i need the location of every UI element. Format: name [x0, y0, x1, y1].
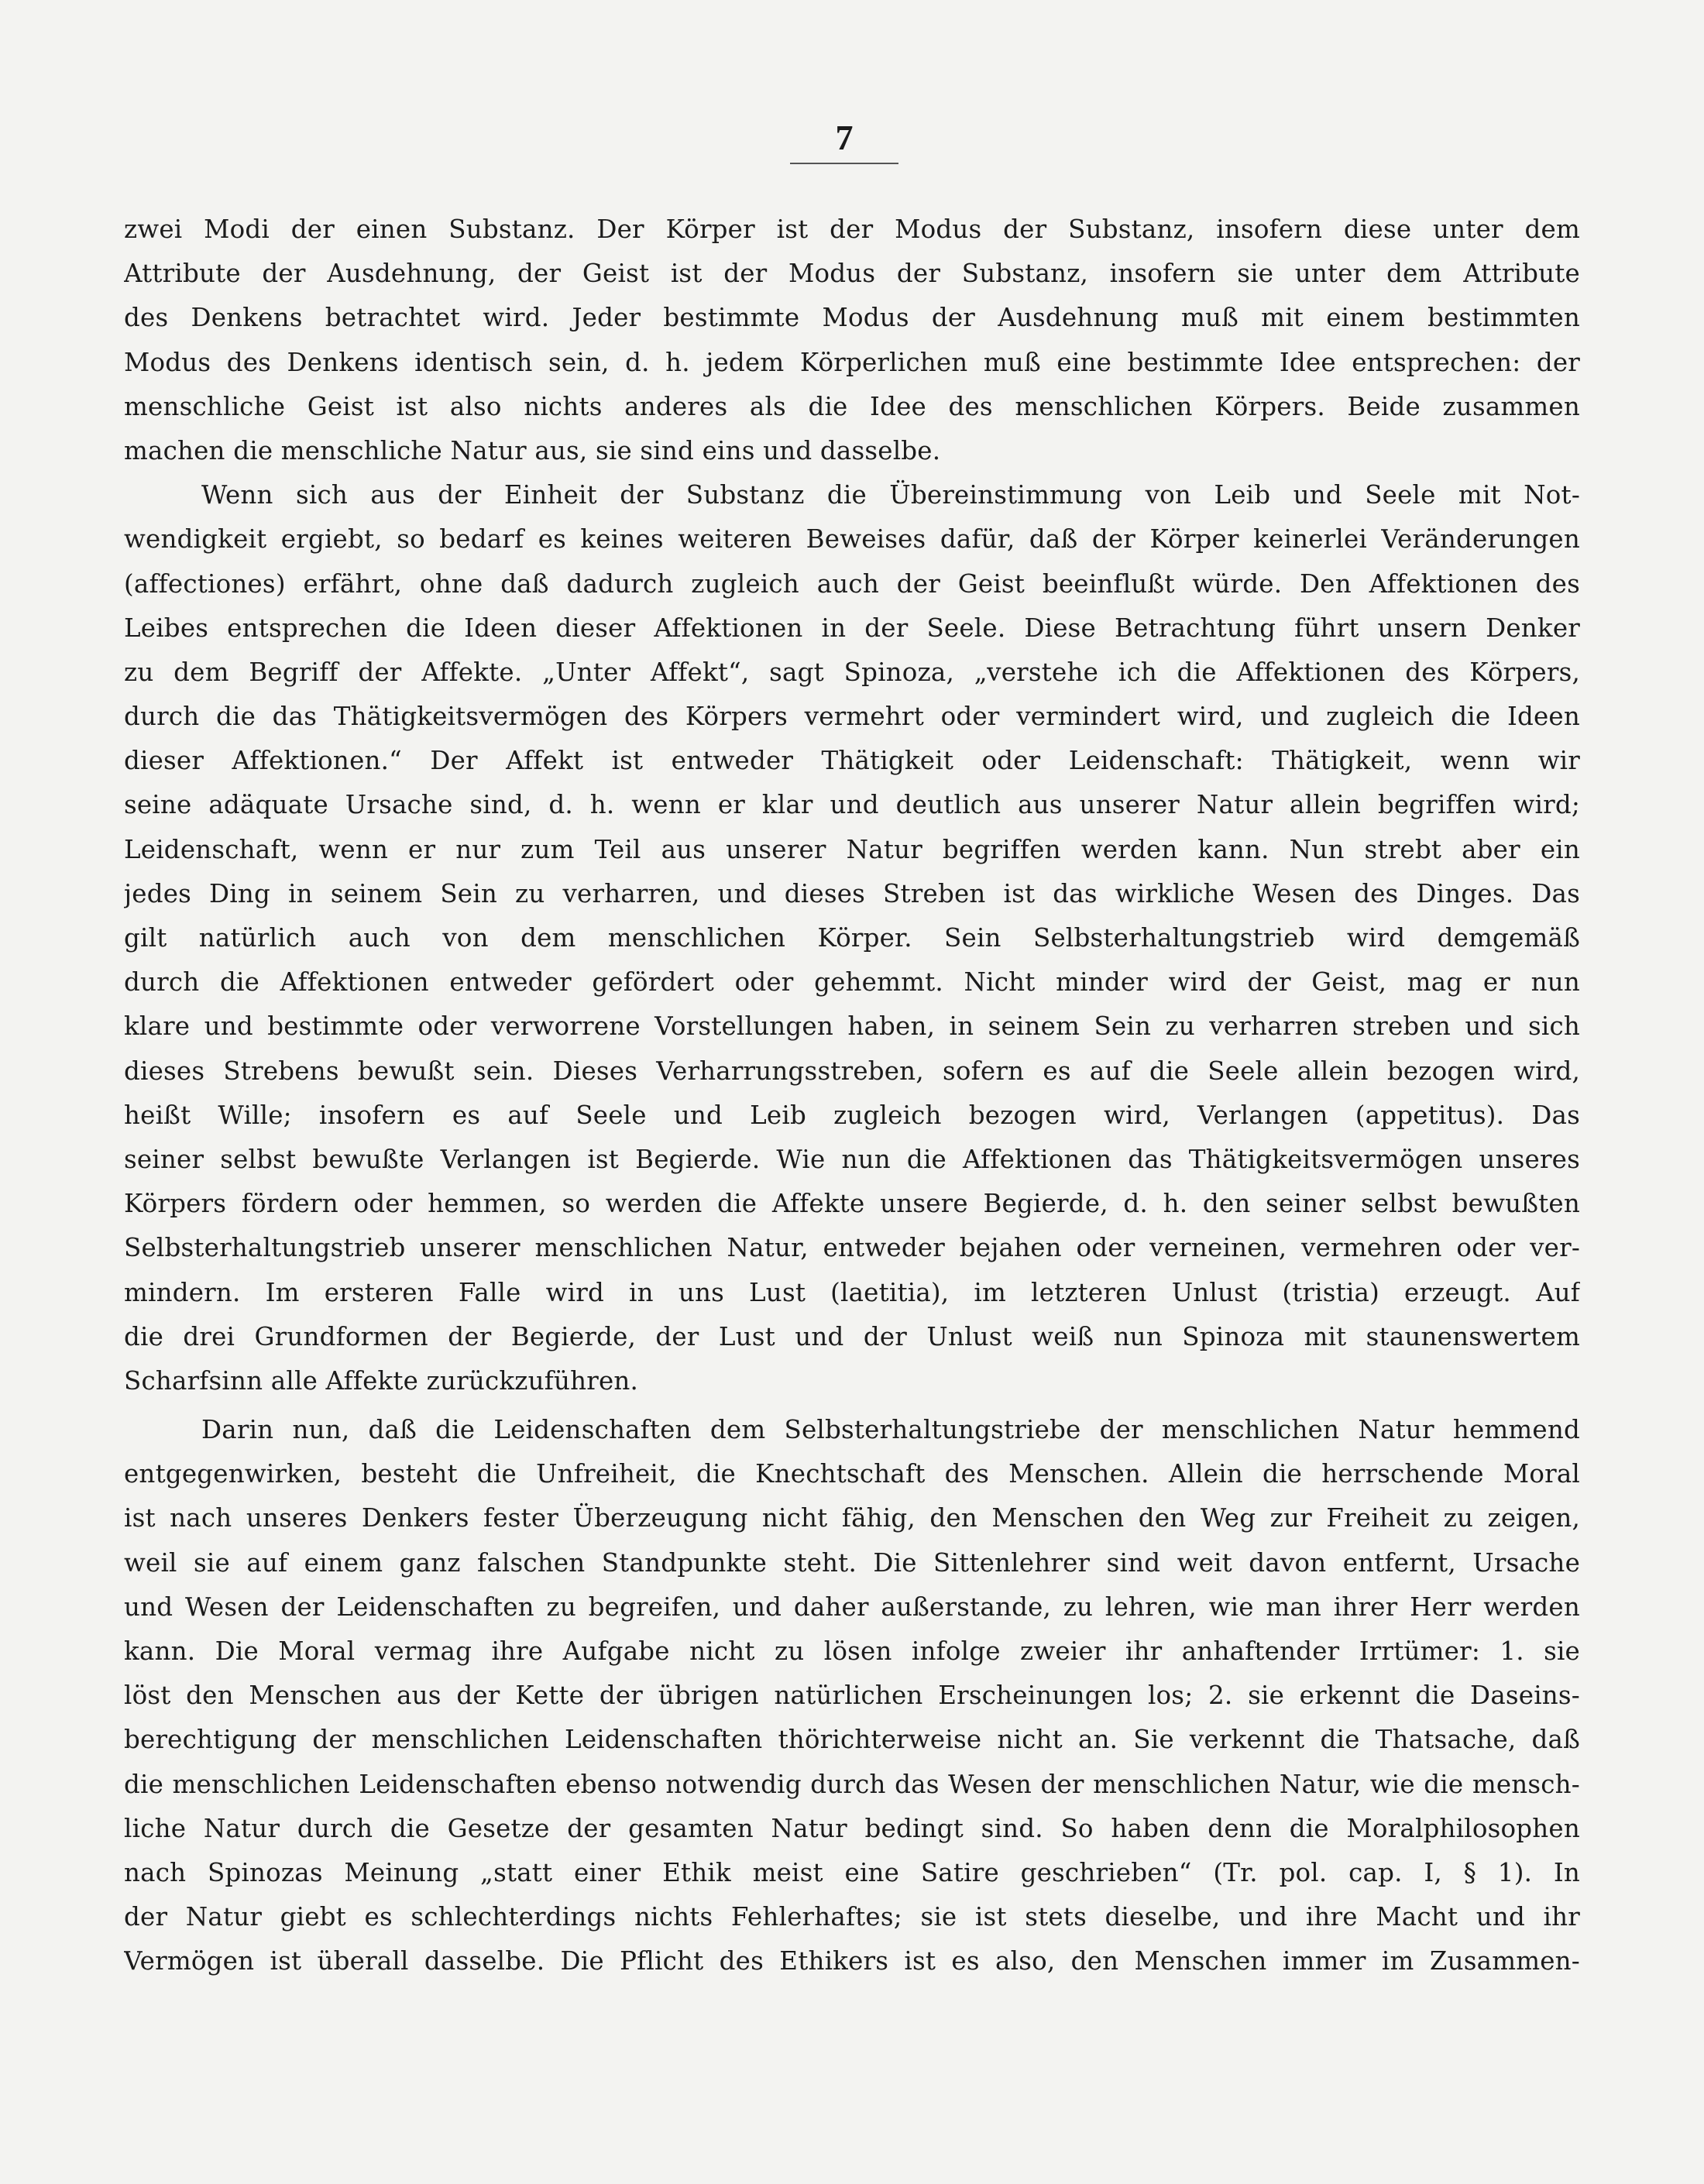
text-line: berechtigung der menschlichen Leidenschaften thörichterweise nicht an. Sie verkennt die Thatsache, daß: [124, 1725, 1580, 1755]
text-line: menschliche Geist ist also nichts anderes als die Idee des menschlichen Körpers. Beide zusammen: [124, 391, 1580, 421]
text-line: des Denkens betrachtet wird. Jeder bestimmte Modus der Ausdehnung muß mit einem bestimmten: [124, 303, 1580, 333]
text-line: klare und bestimmte oder verworrene Vorstellungen haben, in seinem Sein zu verharren streben und sich: [124, 1011, 1580, 1042]
text-line: heißt Wille; insofern es auf Seele und Leib zugleich bezogen wird, Verlangen (appetitus). Das: [124, 1100, 1580, 1130]
text-line: die menschlichen Leidenschaften ebenso notwendig durch das Wesen der menschlichen Natur, wie die mensch-: [124, 1769, 1580, 1799]
text-line: durch die das Thätigkeitsvermögen des Körpers vermehrt oder vermindert wird, und zugleich die Ideen: [124, 702, 1580, 732]
text-line: dieses Strebens bewußt sein. Dieses Verharrungsstreben, sofern es auf die Seele allein bezogen wird,: [124, 1056, 1580, 1086]
page-number-rule: [790, 163, 898, 164]
text-line: Modus des Denkens identisch sein, d. h. jedem Körperlichen muß eine bestimmte Idee entsprechen: der: [124, 347, 1580, 377]
text-line: (affectiones) erfährt, ohne daß dadurch zugleich auch der Geist beeinflußt würde. Den Affektionen des: [124, 568, 1580, 599]
text-line: gilt natürlich auch von dem menschlichen Körper. Sein Selbsterhaltungstrieb wird demgemäß: [124, 923, 1580, 953]
text-line: zu dem Begriff der Affekte. „Unter Affekt“, sagt Spinoza, „verstehe ich die Affektionen des Körpers,: [124, 657, 1580, 687]
text-line: weil sie auf einem ganz falschen Standpunkte steht. Die Sittenlehrer sind weit davon entfernt, Ursache: [124, 1547, 1580, 1578]
paragraph-start-line: Darin nun, daß die Leidenschaften dem Selbsterhaltungstriebe der menschlichen Natur hemmend: [201, 1415, 1580, 1445]
text-line: Leidenschaft, wenn er nur zum Teil aus unserer Natur begriffen werden kann. Nun strebt aber ein: [124, 834, 1580, 864]
text-line: der Natur giebt es schlechterdings nichts Fehlerhaftes; sie ist stets dieselbe, und ihre Macht und ihr: [124, 1902, 1580, 1932]
text-line: Leibes entsprechen die Ideen dieser Affektionen in der Seele. Diese Betrachtung führt unsern Denker: [124, 613, 1580, 643]
text-line: Scharfsinn alle Affekte zurückzuführen.: [124, 1365, 639, 1396]
text-line: entgegenwirken, besteht die Unfreiheit, die Knechtschaft des Menschen. Allein die herrschende Moral: [124, 1459, 1580, 1489]
body-text: [124, 208, 1580, 1984]
text-line: Selbsterhaltungstrieb unserer menschlichen Natur, entweder bejahen oder verneinen, vermehren oder ver-: [124, 1233, 1580, 1263]
text-line: liche Natur durch die Gesetze der gesamten Natur bedingt sind. So haben denn die Moralphilosophen: [124, 1813, 1580, 1843]
text-line: seine adäquate Ursache sind, d. h. wenn er klar und deutlich aus unserer Natur allein begriffen wird;: [124, 790, 1580, 820]
text-line: jedes Ding in seinem Sein zu verharren, und dieses Streben ist das wirkliche Wesen des Dinges. Das: [124, 878, 1580, 908]
text-line: seiner selbst bewußte Verlangen ist Begierde. Wie nun die Affektionen das Thätigkeitsvermögen unseres: [124, 1144, 1580, 1174]
text-line: durch die Affektionen entweder gefördert oder gehemmt. Nicht minder wird der Geist, mag er nun: [124, 967, 1580, 998]
text-line: die drei Grundformen der Begierde, der Lust und der Unlust weiß nun Spinoza mit staunenswertem: [124, 1321, 1580, 1351]
text-line: Attribute der Ausdehnung, der Geist ist der Modus der Substanz, insofern sie unter dem Attribute: [124, 259, 1580, 289]
text-line: wendigkeit ergiebt, so bedarf es keines weiteren Beweises dafür, daß der Körper keinerlei Veränderungen: [124, 524, 1580, 555]
page-number: 7: [835, 118, 854, 157]
text-line: machen die menschliche Natur aus, sie sind eins und dasselbe.: [124, 435, 941, 465]
text-line: Körpers fördern oder hemmen, so werden die Affekte unsere Begierde, d. h. den seiner selbst bewußten: [124, 1189, 1580, 1219]
text-line: zwei Modi der einen Substanz. Der Körper ist der Modus der Substanz, insofern diese unter dem: [124, 215, 1580, 244]
text-line: kann. Die Moral vermag ihre Aufgabe nicht zu lösen infolge zweier ihr anhaftender Irrtümer: 1. sie: [124, 1636, 1580, 1666]
text-line: ist nach unseres Denkers fester Überzeugung nicht fähig, den Menschen den Weg zur Freiheit zu zeigen,: [124, 1503, 1580, 1533]
text-line: nach Spinozas Meinung „statt einer Ethik meist eine Satire geschrieben“ (Tr. pol. cap. I, § 1). In: [124, 1857, 1580, 1887]
text-line: Vermögen ist überall dasselbe. Die Pflicht des Ethikers ist es also, den Menschen immer im Zusammen-: [124, 1946, 1580, 1976]
text-line: löst den Menschen aus der Kette der übrigen natürlichen Erscheinungen los; 2. sie erkennt die Daseins-: [124, 1681, 1580, 1711]
text-line: und Wesen der Leidenschaften zu begreifen, und daher außerstande, zu lehren, wie man ihrer Herr werden: [124, 1592, 1580, 1622]
text-line: mindern. Im ersteren Falle wird in uns Lust (laetitia), im letzteren Unlust (tristia) erzeugt. Auf: [124, 1277, 1580, 1307]
paragraph-start-line: Wenn sich aus der Einheit der Substanz die Übereinstimmung von Leib und Seele mit Not-: [201, 480, 1580, 510]
text-line: dieser Affektionen.“ Der Affekt ist entweder Thätigkeit oder Leidenschaft: Thätigkeit, wenn wir: [124, 746, 1580, 776]
